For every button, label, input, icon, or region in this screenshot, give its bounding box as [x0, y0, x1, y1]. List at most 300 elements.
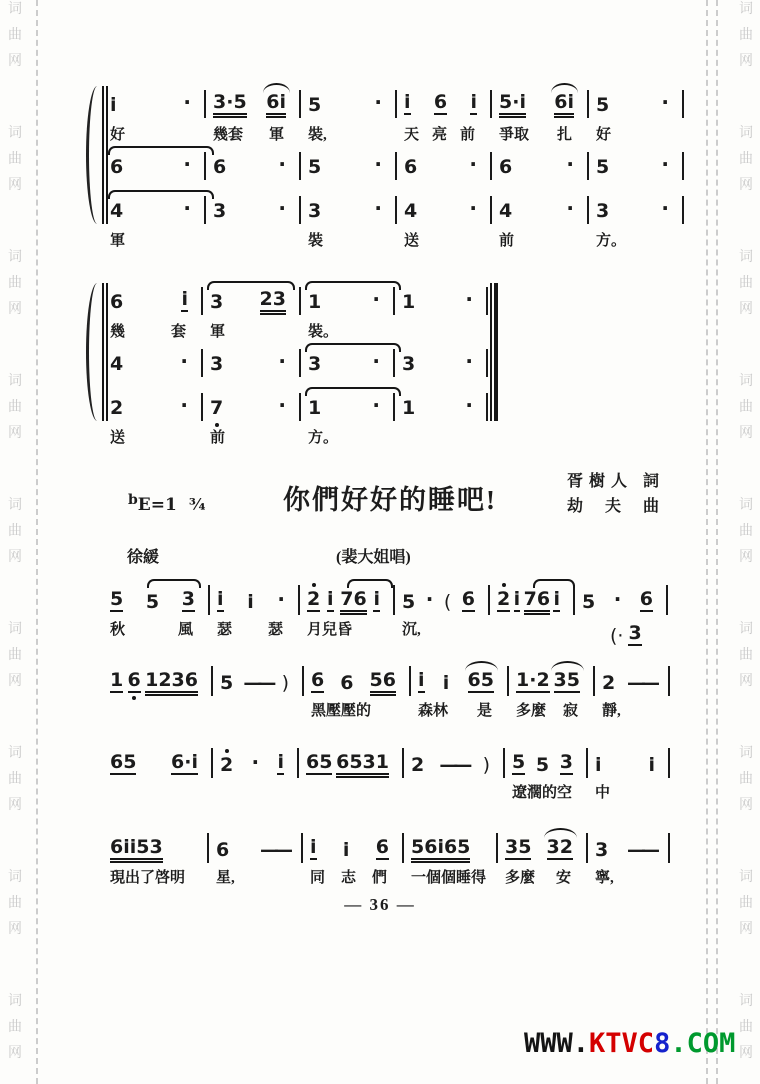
lyric-text: 志 — [340, 870, 356, 886]
note-token: 2 — [307, 588, 321, 610]
note-token: i — [418, 669, 425, 691]
site-watermark-char: 网 — [8, 550, 22, 565]
song-line — [103, 658, 670, 720]
final-barline — [490, 283, 498, 421]
site-watermark-char: 词 — [8, 746, 22, 761]
note-token: · — [278, 152, 286, 176]
note-token: 1 — [308, 397, 322, 419]
site-watermark-char: 词 — [8, 622, 22, 637]
lyric-text: 瑟 — [217, 622, 233, 638]
lyric-measure — [213, 782, 299, 802]
note-token: i — [277, 751, 284, 773]
lyric-measure — [589, 124, 684, 144]
lyric-text: 黑壓壓的 — [311, 703, 372, 719]
site-watermark-char: 网 — [8, 798, 22, 813]
note-token: i — [648, 754, 655, 776]
measure — [301, 196, 397, 224]
note-token: 6·i — [171, 751, 198, 773]
note-token: 3 — [210, 353, 224, 375]
note-token: · — [278, 349, 286, 373]
note-token: 2 — [497, 588, 511, 610]
site-watermark-char: 曲 — [739, 524, 753, 539]
measure — [300, 585, 395, 615]
site-watermark-char: 词 — [739, 126, 753, 141]
measure — [588, 748, 670, 778]
tie-arc — [533, 579, 575, 588]
note-token: · — [566, 152, 574, 176]
measure — [103, 287, 203, 315]
lyric-text: 遼濶的空 — [512, 785, 573, 801]
lyric-text: 軍 — [268, 127, 284, 143]
note-token: i — [442, 672, 450, 694]
site-watermark-char: 词 — [8, 126, 22, 141]
site-watermark-char: 曲 — [739, 772, 753, 787]
lyric-text: 方。 — [596, 233, 627, 249]
tie-arc — [207, 281, 295, 290]
note-token: 1·2 — [516, 669, 550, 691]
note-token: 76 — [340, 588, 367, 610]
song-line — [103, 825, 670, 887]
note-token: · — [183, 196, 191, 220]
note-token: 65 — [306, 751, 333, 773]
lyric-measure — [301, 124, 397, 144]
measure — [575, 585, 668, 615]
measure — [210, 585, 300, 615]
note-token: i — [513, 588, 521, 610]
site-watermark-char: 词 — [8, 994, 22, 1009]
site-watermark-char: 网 — [8, 922, 22, 937]
measure — [505, 748, 588, 778]
note-token: ) — [281, 672, 289, 694]
measure — [209, 833, 303, 863]
site-watermark-char: 网 — [739, 798, 753, 813]
note-token: 1 — [110, 669, 124, 691]
lyric-measure — [301, 230, 397, 250]
note-token: —— — [439, 754, 468, 776]
flat-symbol: b — [128, 492, 138, 508]
lyric-measure — [103, 867, 209, 887]
measure — [103, 90, 206, 118]
measure — [404, 748, 505, 778]
measure — [492, 152, 589, 180]
note-token: · — [180, 393, 188, 417]
measure — [395, 287, 488, 315]
measure — [395, 393, 488, 421]
lyric-text: 好 — [110, 127, 126, 143]
note-token: · — [374, 90, 382, 114]
note-token: · — [278, 196, 286, 220]
lyric-measure — [103, 427, 203, 447]
tie-arc — [108, 190, 214, 199]
note-token: 3 — [181, 588, 195, 610]
lyric-measure — [492, 124, 589, 144]
lyric-measure — [395, 321, 488, 341]
music-system — [103, 281, 488, 447]
ktvc8-watermark — [524, 1028, 735, 1059]
dashed-divider-right-inner — [716, 0, 718, 1084]
measure — [299, 748, 404, 778]
note-token: 1 — [402, 291, 416, 313]
site-watermark-char: 词 — [8, 2, 22, 17]
measure — [103, 196, 206, 224]
note-token: 5 — [512, 751, 526, 773]
measure — [395, 349, 488, 377]
dashed-divider-left — [36, 0, 38, 1084]
lyric-measure — [210, 619, 300, 639]
lyric-measure — [209, 867, 303, 887]
system-brace — [86, 283, 102, 421]
measure — [103, 748, 213, 778]
credits — [567, 469, 659, 519]
site-watermark-char: 网 — [8, 178, 22, 193]
note-token: 5 — [535, 754, 550, 776]
lyric-text: 前 — [459, 127, 475, 143]
note-token: 1 — [308, 291, 322, 313]
note-token: · — [372, 349, 380, 373]
measure — [397, 196, 492, 224]
lyric-text: 月兒昏 — [307, 622, 353, 638]
note-token: —— — [260, 839, 288, 861]
lyric-text: 現出了啓明 — [110, 870, 186, 886]
note-token: · — [661, 152, 669, 176]
lyric-measure — [103, 700, 213, 720]
note-token: 6 — [340, 672, 354, 694]
measure — [301, 393, 395, 421]
note-token: · — [372, 393, 380, 417]
lyric-measure — [404, 867, 498, 887]
lyric-text: 同 — [310, 870, 326, 886]
measure — [395, 585, 490, 615]
note-token: 65 — [467, 669, 494, 691]
lyric-text: 天 — [404, 127, 420, 143]
pickup-floater — [610, 624, 642, 646]
note-token: i — [595, 754, 602, 776]
tie-arc — [147, 579, 201, 588]
note-token: i — [247, 591, 254, 613]
measure — [301, 287, 395, 315]
measure — [490, 585, 575, 615]
lyric-measure — [411, 700, 509, 720]
site-watermark-char: 词 — [739, 622, 753, 637]
site-watermark-column-right — [736, 3, 756, 1084]
note-token: 3 — [559, 751, 573, 773]
page-number: — 36 — — [344, 895, 416, 914]
note-token: 5 — [308, 94, 322, 116]
note-token: 1 — [402, 397, 416, 419]
site-watermark-char: 曲 — [739, 28, 753, 43]
site-watermark-char: 词 — [739, 746, 753, 761]
lyric-measure — [498, 867, 588, 887]
lyric-text: 寧, — [595, 870, 614, 886]
note-token: · — [661, 196, 669, 220]
lyric-measure — [490, 619, 575, 639]
measure — [206, 90, 301, 118]
note-token: ( — [443, 591, 452, 613]
note-token: i — [553, 588, 560, 610]
lyric-text: 靜, — [602, 703, 621, 719]
note-token: —— — [243, 672, 272, 694]
note-token: 2 — [110, 397, 124, 419]
lyric-measure — [103, 321, 203, 341]
measure — [397, 152, 492, 180]
measure — [304, 666, 411, 696]
note-token: 3 — [210, 291, 224, 313]
note-token: 6 — [375, 836, 389, 858]
note-token: i — [181, 288, 188, 310]
tie-arc — [305, 343, 401, 352]
lyric-text: 送 — [110, 430, 126, 446]
site-watermark-char: 网 — [8, 54, 22, 69]
tie-arc — [305, 281, 401, 290]
lyric-text: 亮 — [431, 127, 447, 143]
lyric-text: 扎 — [556, 127, 572, 143]
lyric-measure — [103, 619, 210, 639]
lyric-text: 幾 — [110, 324, 126, 340]
note-token: 6i — [554, 91, 574, 113]
site-watermark-char: 曲 — [8, 28, 22, 43]
site-watermark-char: 网 — [8, 426, 22, 441]
lyric-measure — [397, 230, 492, 250]
note-token: i — [470, 91, 477, 113]
note-token: 35 — [553, 669, 580, 691]
note-token: · — [251, 750, 260, 774]
performer-note: (裴大姐唱) — [336, 549, 411, 566]
site-watermark-char: 词 — [8, 870, 22, 885]
site-watermark-char: 词 — [8, 498, 22, 513]
lyric-text: 沉, — [402, 622, 421, 638]
ktvc8-name: KTVC — [589, 1028, 655, 1059]
lyric-measure — [203, 427, 301, 447]
site-watermark-char: 网 — [739, 674, 753, 689]
note-token: 4 — [404, 200, 418, 222]
lyric-measure — [103, 782, 213, 802]
note-token: · — [372, 287, 380, 311]
note-token: (· — [610, 625, 624, 647]
note-token: 3·5 — [213, 91, 247, 113]
ktvc8-com: .COM — [670, 1028, 736, 1059]
site-watermark-char: 曲 — [739, 276, 753, 291]
lyric-text: 秋 — [110, 622, 126, 638]
lyric-text: 送 — [404, 233, 420, 249]
tie-arc — [347, 579, 393, 588]
site-watermark-char: 词 — [8, 374, 22, 389]
tie-arc — [108, 146, 214, 155]
lyric-text: 星, — [216, 870, 235, 886]
note-token: 6 — [110, 156, 124, 178]
note-token: · — [465, 349, 473, 373]
lyric-measure — [588, 782, 670, 802]
song-title: 你們好好的睡吧! — [283, 485, 497, 515]
ktvc8-digit: 8 — [654, 1028, 671, 1059]
measure — [588, 833, 670, 863]
note-token: i — [342, 839, 350, 861]
note-token: 2 — [220, 754, 234, 776]
lyric-text: 好 — [596, 127, 612, 143]
measure — [206, 152, 301, 180]
lyric-text: 中 — [595, 785, 611, 801]
note-token: 6 — [404, 156, 418, 178]
measure — [589, 152, 684, 180]
lyric-measure — [595, 700, 670, 720]
lyric-measure — [203, 321, 301, 341]
measure — [301, 152, 397, 180]
lyric-measure — [300, 619, 395, 639]
measure — [303, 833, 404, 863]
site-watermark-char: 词 — [739, 250, 753, 265]
note-token: · — [465, 393, 473, 417]
note-token: 6i — [266, 91, 286, 113]
note-token: —— — [627, 672, 655, 694]
site-watermark-char: 网 — [8, 1046, 22, 1061]
note-token: · — [465, 287, 473, 311]
lyric-text: 裝, — [308, 127, 327, 143]
note-token: 4 — [499, 200, 513, 222]
measure — [498, 833, 588, 863]
site-watermark-char: 曲 — [8, 152, 22, 167]
lyric-text: 風 — [177, 622, 193, 638]
lyric-text: 套 — [170, 324, 186, 340]
lyric-measure — [395, 619, 490, 639]
measure — [589, 90, 684, 118]
lyric-measure — [304, 700, 411, 720]
lyric-measure — [397, 124, 492, 144]
site-watermark-column-left — [5, 3, 25, 1084]
lyric-measure — [206, 230, 301, 250]
note-token: 3 — [595, 839, 609, 861]
note-token: 65 — [110, 751, 137, 773]
note-token: 5 — [596, 156, 610, 178]
lyric-text: 森林 — [418, 703, 449, 719]
lyric-text: 軍 — [210, 324, 226, 340]
measure — [206, 196, 301, 224]
measure — [213, 748, 299, 778]
site-watermark-char: 词 — [739, 498, 753, 513]
site-watermark-char: 曲 — [8, 524, 22, 539]
note-token: 3 — [213, 200, 227, 222]
site-watermark-char: 曲 — [739, 896, 753, 911]
note-token: —— — [627, 839, 655, 861]
dashed-divider-right-outer — [706, 0, 708, 1084]
note-token: 2 — [411, 754, 425, 776]
site-watermark-char: 词 — [739, 2, 753, 17]
measure — [397, 90, 492, 118]
lyric-measure — [505, 782, 588, 802]
site-watermark-char: 曲 — [8, 276, 22, 291]
lyric-measure — [103, 124, 206, 144]
lyric-measure — [395, 427, 488, 447]
note-token: 4 — [110, 200, 124, 222]
note-token: · — [613, 587, 622, 611]
lyric-text: 是 — [476, 703, 492, 719]
site-watermark-char: 网 — [739, 54, 753, 69]
lyric-text: 瑟 — [267, 622, 283, 638]
site-watermark-char: 网 — [8, 302, 22, 317]
lyric-text: 一個個睡得 — [411, 870, 487, 886]
note-token: 3 — [308, 353, 322, 375]
lyric-measure — [299, 782, 404, 802]
note-token: 56 — [369, 669, 396, 691]
lyric-measure — [589, 230, 684, 250]
measure — [411, 666, 509, 696]
note-token: · — [469, 152, 477, 176]
lyric-text: 安 — [555, 870, 571, 886]
key-signature — [128, 492, 206, 515]
lyricist-credit: 胥樹人 詞 — [567, 473, 659, 490]
measure — [203, 393, 301, 421]
note-token: · — [374, 196, 382, 220]
tie-arc — [305, 387, 401, 396]
site-watermark-char: 网 — [739, 178, 753, 193]
note-token: 3 — [402, 353, 416, 375]
lyric-text: 們 — [371, 870, 387, 886]
note-token: 6 — [499, 156, 513, 178]
note-token: i — [404, 91, 411, 113]
lyric-measure — [301, 321, 395, 341]
note-token: 6ii53 — [110, 836, 163, 858]
measure — [103, 585, 210, 615]
note-token: ) — [482, 754, 490, 776]
measure — [595, 666, 670, 696]
lyric-text: 多麼 — [516, 703, 547, 719]
lyric-measure — [213, 700, 304, 720]
note-token: · — [180, 349, 188, 373]
note-token: 3 — [308, 200, 322, 222]
site-watermark-char: 曲 — [8, 772, 22, 787]
note-token: · — [374, 152, 382, 176]
lyric-text: 爭取 — [499, 127, 530, 143]
note-token: 6 — [433, 91, 448, 113]
note-token: 76 — [523, 588, 551, 610]
measure — [213, 666, 304, 696]
note-token: 1236 — [145, 669, 198, 691]
note-token: · — [277, 587, 285, 611]
site-watermark-char: 词 — [739, 994, 753, 1009]
note-token: 5 — [220, 672, 234, 694]
note-token: 56i65 — [411, 836, 471, 858]
note-token: 5·i — [499, 91, 526, 113]
note-token: 3 — [628, 622, 642, 644]
note-token: · — [566, 196, 574, 220]
note-token: · — [278, 393, 286, 417]
measure — [203, 349, 301, 377]
note-token: 32 — [546, 836, 573, 858]
lyric-measure — [206, 124, 301, 144]
site-watermark-char: 曲 — [739, 648, 753, 663]
lyric-measure — [509, 700, 595, 720]
lyric-text: 幾套 — [213, 127, 244, 143]
lyric-measure — [103, 230, 206, 250]
note-token: · — [469, 196, 477, 220]
site-watermark-char: 词 — [739, 870, 753, 885]
note-token: i — [373, 588, 380, 610]
song-line — [103, 577, 668, 639]
note-token: i — [110, 94, 117, 116]
site-watermark-char: 网 — [739, 1046, 753, 1061]
note-token: · — [425, 587, 434, 611]
measure — [589, 196, 684, 224]
site-watermark-char: 曲 — [8, 648, 22, 663]
note-token: 6 — [110, 291, 124, 313]
note-token: i — [326, 588, 334, 610]
note-token: 6 — [461, 588, 475, 610]
lyric-text: 裝。 — [308, 324, 339, 340]
measure — [492, 90, 589, 118]
note-token: 5 — [402, 591, 416, 613]
song-line — [103, 740, 670, 802]
lyric-text: 軍 — [110, 233, 126, 249]
site-watermark-char: 词 — [8, 250, 22, 265]
note-token: 6 — [127, 669, 141, 691]
